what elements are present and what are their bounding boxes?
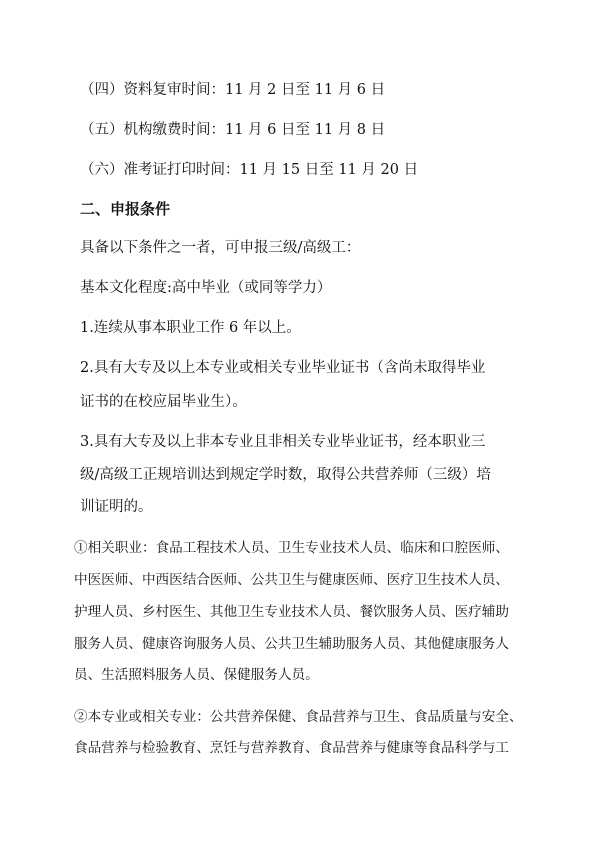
note-related-occupations-line-5: 员、生活照料服务人员、保健服务人员。	[74, 667, 319, 683]
note-related-majors-line-2: 食品营养与检验教育、烹饪与营养教育、食品营养与健康等食品科学与工	[74, 740, 509, 756]
condition-2-line-2: 证书的在校应届毕业生）。	[80, 394, 247, 410]
condition-3-line-1: 3.具有大专及以上非本专业且非相关专业毕业证书，经本职业三	[80, 434, 486, 450]
schedule-item-payment: （五）机构缴费时间：11 月 6 日至 11 月 8 日	[80, 122, 386, 138]
condition-3-line-3: 训证明的。	[80, 499, 153, 515]
condition-2-line-1: 2.具有大专及以上本专业或相关专业毕业证书（含尚未取得毕业	[80, 360, 486, 376]
section-heading: 二、申报条件	[80, 200, 171, 218]
condition-1: 1.连续从事本职业工作 6 年以上。	[80, 320, 301, 336]
note-related-occupations-line-3: 护理人员、乡村医生、其他卫生专业技术人员、餐饮服务人员、医疗辅助	[74, 604, 509, 620]
schedule-item-review: （四）资料复审时间：11 月 2 日至 11 月 6 日	[80, 82, 386, 98]
note-related-occupations-line-4: 服务人员、健康咨询服务人员、公共卫生辅助服务人员、其他健康服务人	[74, 636, 509, 652]
condition-3-line-2: 级/高级工正规培训达到规定学时数，取得公共营养师（三级）培	[80, 467, 491, 483]
schedule-item-admission-ticket: （六）准考证打印时间：11 月 15 日至 11 月 20 日	[80, 162, 419, 178]
intro-text: 具备以下条件之一者，可申报三级/高级工：	[80, 240, 361, 256]
note-related-majors-line-1: ②本专业或相关专业：公共营养保健、食品营养与卫生、食品质量与安全、	[74, 709, 523, 725]
education-requirement: 基本文化程度:高中毕业（或同等学力）	[80, 280, 332, 296]
note-related-occupations-line-1: ①相关职业：食品工程技术人员、卫生专业技术人员、临床和口腔医师、	[74, 540, 509, 556]
note-related-occupations-line-2: 中医医师、中西医结合医师、公共卫生与健康医师、医疗卫生技术人员、	[74, 572, 509, 588]
